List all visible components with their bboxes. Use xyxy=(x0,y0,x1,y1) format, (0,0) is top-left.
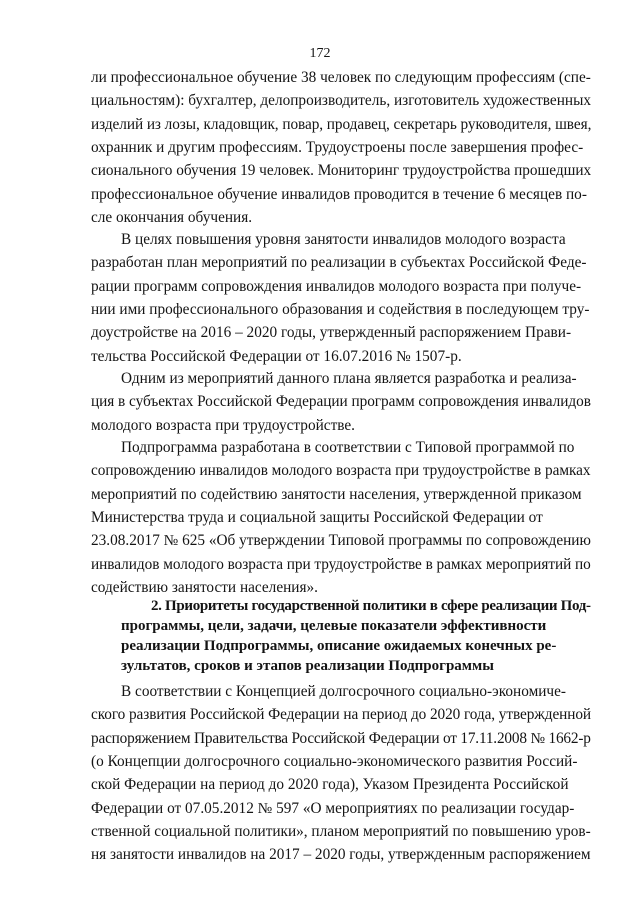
heading-line: зультатов, сроков и этапов реализации Подпрограммы xyxy=(121,658,494,674)
text-line: ли профессиональное обучение 38 человек по следующим профессиям (спе- xyxy=(91,69,591,86)
text-line: Федерации от 07.05.2012 № 597 «О мероприятиях по реализации государ- xyxy=(91,799,575,817)
text-line: рации программ сопровождения инвалидов молодого возраста при получе- xyxy=(91,277,582,295)
text-line: инвалидов молодого возраста при трудоустройстве в рамках мероприятий по xyxy=(91,555,591,573)
text-line: распоряжением Правительства Российской Федерации от 17.11.2008 № 1662-р xyxy=(91,729,591,747)
text-line: ция в субъектах Российской Федерации программ сопровождения инвалидов xyxy=(91,393,591,411)
text-line: мероприятий по содействию занятости населения, утвержденной приказом xyxy=(91,485,582,503)
text-line: профессиональное обучение инвалидов проводится в течение 6 месяцев по- xyxy=(91,185,587,203)
text-line: циальностям): бухгалтер, делопроизводитель, изготовитель художественных xyxy=(91,92,592,110)
text-line: ского развития Российской Федерации на период до 2020 года, утвержденной xyxy=(91,706,592,724)
text-line: изделий из лозы, кладовщик, повар, продавец, секретарь руководителя, швея, xyxy=(91,115,592,133)
heading-line: 2. Приоритеты государственной политики в сфере реализации Под- xyxy=(151,598,591,614)
text-line: разработан план мероприятий по реализации в субъектах Российской Феде- xyxy=(91,254,587,272)
text-line: тельства Российской Федерации от 16.07.2016 № 1507-р. xyxy=(91,347,462,365)
text-line: В соответствии с Концепцией долгосрочного социально-экономиче- xyxy=(121,683,567,700)
text-line: молодого возраста при трудоустройстве. xyxy=(91,416,355,434)
text-line: сопровождению инвалидов молодого возраста при трудоустройстве в рамках xyxy=(91,462,591,480)
page-number: 172 xyxy=(309,46,331,61)
heading-line: программы, цели, задачи, целевые показатели эффективности xyxy=(121,618,547,634)
paragraph-action-plan xyxy=(91,228,591,368)
paragraph-training-results xyxy=(91,66,591,229)
heading-line: реализации Подпрограммы, описание ожидаемых конечных ре- xyxy=(121,638,557,654)
text-line: Подпрограмма разработана в соответствии с Типовой программой по xyxy=(121,439,575,456)
paragraph-subprogram-basis xyxy=(91,436,591,599)
paragraph-concept xyxy=(91,680,591,867)
text-line: ственной социальной политики», планом мероприятий по повышению уров- xyxy=(91,823,591,841)
text-line: Одним из мероприятий данного плана является разработка и реализа- xyxy=(121,370,577,387)
text-line: ской Федерации на период до 2020 года), Указом Президента Российской xyxy=(91,776,569,794)
text-line: ня занятости инвалидов на 2017 – 2020 годы, утвержденным распоряжением xyxy=(91,846,591,864)
text-line: сле окончания обучения. xyxy=(91,209,253,227)
text-line: нии ими профессионального образования и содействия в последующем тру- xyxy=(91,301,590,319)
text-line: сионального обучения 19 человек. Мониторинг трудоустройства прошедших xyxy=(91,162,592,180)
text-line: (о Концепции долгосрочного социально-экономического развития Россий- xyxy=(91,753,578,771)
text-line: В целях повышения уровня занятости инвалидов молодого возраста xyxy=(121,231,566,248)
section-heading xyxy=(121,596,591,676)
text-line: 23.08.2017 № 625 «Об утверждении Типовой программы по сопровождению xyxy=(91,532,591,550)
text-line: содействию занятости населения». xyxy=(91,579,318,597)
text-line: Министерства труда и социальной защиты Российской Федерации от xyxy=(91,509,543,527)
text-line: доустройстве на 2016 – 2020 годы, утвержденный распоряжением Прави- xyxy=(91,324,572,342)
text-line: охранник и другим профессиям. Трудоустроены после завершения профес- xyxy=(91,139,584,157)
paragraph-plan-measures xyxy=(91,367,591,437)
